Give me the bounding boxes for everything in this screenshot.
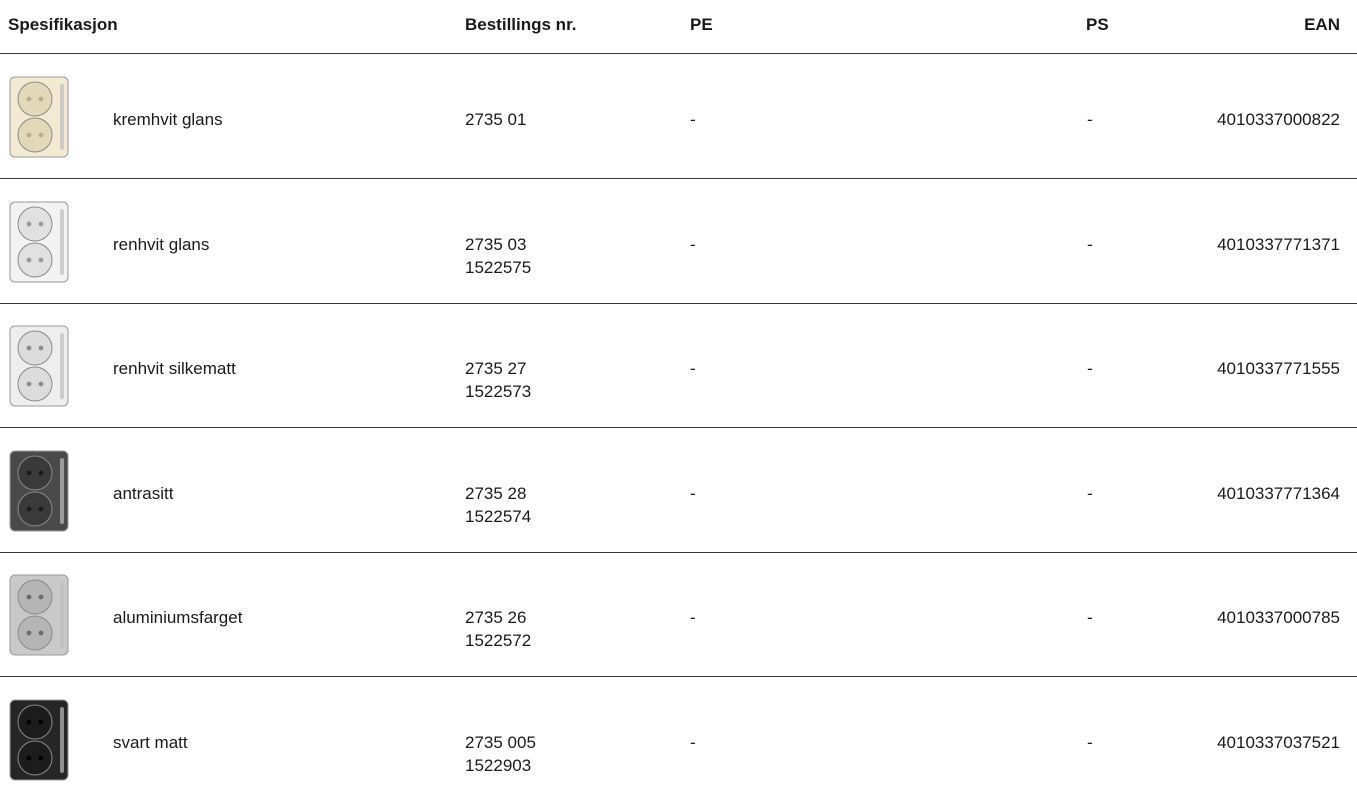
ean-value: 4010337771371 — [1217, 235, 1340, 254]
double-socket-icon — [8, 450, 70, 532]
order-number: 2735 27 — [465, 359, 527, 378]
order-cell — [465, 606, 531, 652]
ean-cell — [1217, 606, 1340, 629]
order-number: 2735 28 — [465, 484, 527, 503]
ean-cell — [1217, 731, 1340, 754]
pe-value: - — [690, 733, 696, 752]
table-row — [0, 428, 1357, 553]
order-cell — [465, 108, 526, 131]
order-number-secondary: 1522575 — [465, 258, 532, 277]
order-number: 2735 005 — [465, 733, 536, 752]
header-ean: EAN — [1304, 15, 1340, 34]
spec-text: aluminiumsfarget — [113, 608, 243, 627]
pe-cell — [690, 233, 696, 256]
double-socket-icon — [8, 76, 70, 158]
order-cell — [465, 731, 536, 777]
pe-cell — [690, 606, 696, 629]
order-number: 2735 03 — [465, 235, 527, 254]
pe-value: - — [690, 359, 696, 378]
pe-value: - — [690, 235, 696, 254]
ean-cell — [1217, 108, 1340, 131]
spec-cell — [113, 233, 209, 256]
ps-cell — [1087, 108, 1093, 131]
order-number: 2735 01 — [465, 110, 527, 129]
spec-text: kremhvit glans — [113, 110, 223, 129]
product-image — [8, 76, 70, 158]
double-socket-icon — [8, 201, 70, 283]
table-row — [0, 179, 1357, 304]
table-row — [0, 677, 1357, 801]
product-image — [8, 325, 70, 407]
spec-cell — [113, 357, 236, 380]
spec-text: renhvit silkematt — [113, 359, 236, 378]
ean-value: 4010337000822 — [1217, 110, 1340, 129]
header-spesifikasjon: Spesifikasjon — [8, 15, 118, 34]
ean-value: 4010337771364 — [1217, 484, 1340, 503]
table-row — [0, 552, 1357, 677]
pe-value: - — [690, 110, 696, 129]
spec-cell — [113, 108, 223, 131]
order-number: 2735 26 — [465, 608, 527, 627]
ps-value: - — [1087, 484, 1093, 503]
pe-cell — [690, 357, 696, 380]
ps-cell — [1087, 482, 1093, 505]
ean-cell — [1217, 233, 1340, 256]
spec-text: antrasitt — [113, 484, 174, 503]
double-socket-icon — [8, 699, 70, 781]
ps-cell — [1087, 731, 1093, 754]
table-row — [0, 54, 1357, 179]
product-image — [8, 699, 70, 781]
ps-cell — [1087, 606, 1093, 629]
spec-text: svart matt — [113, 733, 188, 752]
order-number-secondary: 1522574 — [465, 507, 532, 526]
ps-value: - — [1087, 608, 1093, 627]
order-cell — [465, 357, 531, 403]
ean-value: 4010337000785 — [1217, 608, 1340, 627]
order-cell — [465, 233, 531, 279]
pe-value: - — [690, 484, 696, 503]
ean-value: 4010337037521 — [1217, 733, 1340, 752]
table-row — [0, 303, 1357, 428]
spec-cell — [113, 482, 173, 505]
ps-value: - — [1087, 110, 1093, 129]
spec-cell — [113, 731, 188, 754]
order-number-secondary: 1522573 — [465, 382, 532, 401]
ps-value: - — [1087, 733, 1093, 752]
header-bestillings-nr: Bestillings nr. — [465, 15, 577, 34]
spec-cell — [113, 606, 242, 629]
order-cell — [465, 482, 531, 528]
ps-value: - — [1087, 359, 1093, 378]
table-header — [0, 0, 1357, 54]
double-socket-icon — [8, 325, 70, 407]
pe-cell — [690, 482, 696, 505]
product-image — [8, 450, 70, 532]
spec-text: renhvit glans — [113, 235, 210, 254]
header-ps: PS — [1086, 15, 1109, 34]
ean-value: 4010337771555 — [1217, 359, 1340, 378]
ps-value: - — [1087, 235, 1093, 254]
product-image — [8, 201, 70, 283]
order-number-secondary: 1522572 — [465, 631, 532, 650]
pe-cell — [690, 731, 696, 754]
pe-value: - — [690, 608, 696, 627]
ps-cell — [1087, 233, 1093, 256]
double-socket-icon — [8, 574, 70, 656]
ps-cell — [1087, 357, 1093, 380]
ean-cell — [1217, 482, 1340, 505]
product-image — [8, 574, 70, 656]
ean-cell — [1217, 357, 1340, 380]
header-pe: PE — [690, 15, 713, 34]
pe-cell — [690, 108, 696, 131]
order-number-secondary: 1522903 — [465, 756, 532, 775]
